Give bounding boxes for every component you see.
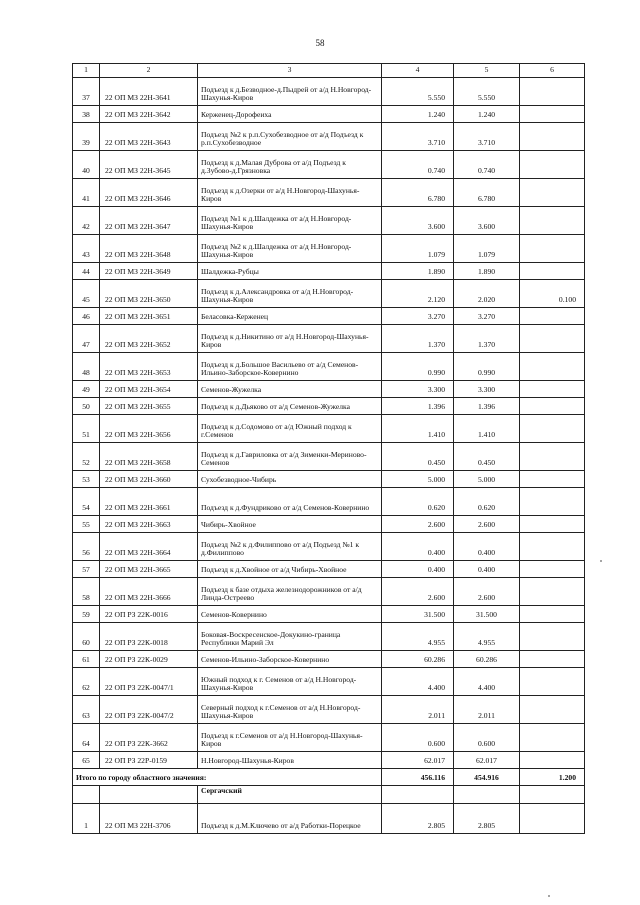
row-number: 58 <box>73 578 100 606</box>
road-name: Подъезд к г.Семенов от а/д Н.Новгород-Шахунья-Киров <box>198 724 382 752</box>
road-name: Сухобезводное-Чибирь <box>198 471 382 488</box>
road-code: 22 ОП МЗ 22Н-3652 <box>100 325 198 353</box>
row-number: 60 <box>73 623 100 651</box>
table-row <box>73 78 585 106</box>
length-col5: 1.410 <box>454 415 520 443</box>
length-col5: 2.011 <box>454 696 520 724</box>
road-code: 22 ОП МЗ 22Н-3649 <box>100 263 198 280</box>
road-code: 22 ОП РЗ 22К-0047/1 <box>100 668 198 696</box>
length-col5: 2.600 <box>454 516 520 533</box>
length-col6 <box>520 651 585 668</box>
length-total: 0.400 <box>382 561 454 578</box>
length-total: 0.400 <box>382 533 454 561</box>
length-col6 <box>520 325 585 353</box>
length-col5: 1.079 <box>454 235 520 263</box>
length-total: 5.550 <box>382 78 454 106</box>
row-number: 52 <box>73 443 100 471</box>
roads-table-body <box>73 64 585 834</box>
length-total: 31.500 <box>382 606 454 623</box>
length-col6 <box>520 443 585 471</box>
length-col5: 1.370 <box>454 325 520 353</box>
table-row <box>73 179 585 207</box>
length-col5: 5.000 <box>454 471 520 488</box>
length-col6 <box>520 561 585 578</box>
road-name: Подъезд к базе отдыха железнодорожников от а/д Линда-Остреево <box>198 578 382 606</box>
road-name: Подъезд №2 к д.Шалдежка от а/д Н.Новгород-Шахунья-Киров <box>198 235 382 263</box>
total-col5: 454.916 <box>454 769 520 786</box>
table-row <box>73 623 585 651</box>
road-name: Подъезд к д.Озерки от а/д Н.Новгород-Шахунья-Киров <box>198 179 382 207</box>
table-row <box>73 263 585 280</box>
road-code: 22 ОП МЗ 22Н-3648 <box>100 235 198 263</box>
road-name: Боковая-Воскресенское-Докукино-граница Республики Марий Эл <box>198 623 382 651</box>
road-code: 22 ОП МЗ 22Н-3651 <box>100 308 198 325</box>
road-name: Подъезд №2 к д.Филиппово от а/д Подъезд №1 к д.Филиппово <box>198 533 382 561</box>
road-name: Подъезд к д.Малая Дуброва от а/д Подъезд к д.Зубово-д.Грязновка <box>198 151 382 179</box>
row-number: 64 <box>73 724 100 752</box>
road-name: Семенов-Жужелка <box>198 381 382 398</box>
road-name: Северный подход к г.Семенов от а/д Н.Новгород-Шахунья-Киров <box>198 696 382 724</box>
row-number: 41 <box>73 179 100 207</box>
length-col6 <box>520 353 585 381</box>
table-row <box>73 724 585 752</box>
empty-cell <box>382 786 454 804</box>
length-total: 2.011 <box>382 696 454 724</box>
length-col6 <box>520 123 585 151</box>
road-code: 22 ОП МЗ 22Н-3646 <box>100 179 198 207</box>
road-code: 22 ОП МЗ 22Н-3663 <box>100 516 198 533</box>
length-col5: 3.300 <box>454 381 520 398</box>
road-code: 22 ОП РЗ 22Р-0159 <box>100 752 198 769</box>
row-number: 42 <box>73 207 100 235</box>
road-code: 22 ОП МЗ 22Н-3647 <box>100 207 198 235</box>
road-name: Подъезд к д.Дьяково от а/д Семенов-Жужелка <box>198 398 382 415</box>
road-name: Чибирь-Хвойное <box>198 516 382 533</box>
road-code: 22 ОП МЗ 22Н-3661 <box>100 488 198 516</box>
road-name: Подъезд к д.Содомово от а/д Южный подход к г.Семенов <box>198 415 382 443</box>
page-number: 58 <box>315 38 325 48</box>
header-cell: 5 <box>454 64 520 78</box>
length-total: 1.370 <box>382 325 454 353</box>
row-number: 39 <box>73 123 100 151</box>
row-number: 43 <box>73 235 100 263</box>
empty-cell <box>100 786 198 804</box>
row-number: 48 <box>73 353 100 381</box>
length-total: 3.710 <box>382 123 454 151</box>
length-col5: 3.270 <box>454 308 520 325</box>
table-row <box>73 651 585 668</box>
table-row <box>73 207 585 235</box>
row-number: 55 <box>73 516 100 533</box>
length-col5: 2.805 <box>454 804 520 834</box>
length-total: 3.300 <box>382 381 454 398</box>
row-number: 57 <box>73 561 100 578</box>
road-name: Подъезд к д.М.Ключево от а/д Работки-Порецкое <box>198 804 382 834</box>
length-col5: 5.550 <box>454 78 520 106</box>
district-name: Сергачский <box>198 786 382 804</box>
length-col5: 3.600 <box>454 207 520 235</box>
road-code: 22 ОП РЗ 22К-0016 <box>100 606 198 623</box>
length-total: 1.410 <box>382 415 454 443</box>
length-col6 <box>520 106 585 123</box>
length-col5: 0.400 <box>454 561 520 578</box>
length-total: 4.955 <box>382 623 454 651</box>
road-name: Подъезд к д.Александровка от а/д Н.Новгород-Шахунья-Киров <box>198 280 382 308</box>
length-col6 <box>520 381 585 398</box>
table-row <box>73 353 585 381</box>
row-number: 1 <box>73 804 100 834</box>
length-col5: 60.286 <box>454 651 520 668</box>
table-row <box>73 106 585 123</box>
scan-speck <box>600 560 602 562</box>
road-code: 22 ОП МЗ 22Н-3658 <box>100 443 198 471</box>
length-total: 3.600 <box>382 207 454 235</box>
row-number: 53 <box>73 471 100 488</box>
length-col5: 0.450 <box>454 443 520 471</box>
road-code: 22 ОП МЗ 22Н-3656 <box>100 415 198 443</box>
table-row <box>73 488 585 516</box>
length-col5: 0.400 <box>454 533 520 561</box>
table-row <box>73 123 585 151</box>
table-row <box>73 804 585 834</box>
length-col5: 2.020 <box>454 280 520 308</box>
table-row <box>73 668 585 696</box>
table-row <box>73 471 585 488</box>
table-row <box>73 443 585 471</box>
road-code: 22 ОП МЗ 22Н-3653 <box>100 353 198 381</box>
header-cell: 6 <box>520 64 585 78</box>
road-name: Подъезд к д.Большое Васильево от а/д Семенов-Ильино-Заборское-Ковернино <box>198 353 382 381</box>
row-number: 50 <box>73 398 100 415</box>
road-code: 22 ОП РЗ 22К-0029 <box>100 651 198 668</box>
road-code: 22 ОП МЗ 22Н-3660 <box>100 471 198 488</box>
road-name: Южный подход к г. Семенов от а/д Н.Новгород-Шахунья-Киров <box>198 668 382 696</box>
length-col6 <box>520 668 585 696</box>
road-name: Шалдежка-Рубцы <box>198 263 382 280</box>
length-col5: 4.955 <box>454 623 520 651</box>
row-number: 51 <box>73 415 100 443</box>
table-row <box>73 696 585 724</box>
length-col6 <box>520 516 585 533</box>
empty-cell <box>454 786 520 804</box>
length-total: 5.000 <box>382 471 454 488</box>
table-row <box>73 533 585 561</box>
length-total: 62.017 <box>382 752 454 769</box>
length-total: 4.400 <box>382 668 454 696</box>
length-col6 <box>520 696 585 724</box>
road-code: 22 ОП РЗ 22К-3662 <box>100 724 198 752</box>
length-col5: 3.710 <box>454 123 520 151</box>
row-number: 61 <box>73 651 100 668</box>
length-total: 3.270 <box>382 308 454 325</box>
length-col6 <box>520 488 585 516</box>
table-row <box>73 381 585 398</box>
length-col6 <box>520 235 585 263</box>
road-name: Подъезд к д.Хвойное от а/д Чибирь-Хвойное <box>198 561 382 578</box>
row-number: 37 <box>73 78 100 106</box>
length-col5: 2.600 <box>454 578 520 606</box>
length-col5: 1.396 <box>454 398 520 415</box>
road-name: Семенов-Ильино-Заборское-Ковернино <box>198 651 382 668</box>
row-number: 62 <box>73 668 100 696</box>
row-number: 40 <box>73 151 100 179</box>
length-col6 <box>520 263 585 280</box>
table-row <box>73 561 585 578</box>
road-code: 22 ОП МЗ 22Н-3654 <box>100 381 198 398</box>
table-row <box>73 752 585 769</box>
road-name: Подъезд к д.Гавриловка от а/д Зименки-Мериново-Семенов <box>198 443 382 471</box>
road-code: 22 ОП МЗ 22Н-3706 <box>100 804 198 834</box>
row-number: 47 <box>73 325 100 353</box>
table-row <box>73 325 585 353</box>
length-col5: 0.600 <box>454 724 520 752</box>
length-total: 6.780 <box>382 179 454 207</box>
length-total: 2.600 <box>382 578 454 606</box>
length-col6 <box>520 752 585 769</box>
roads-table <box>72 63 585 834</box>
length-col5: 0.620 <box>454 488 520 516</box>
road-code: 22 ОП МЗ 22Н-3664 <box>100 533 198 561</box>
table-row <box>73 398 585 415</box>
road-code: 22 ОП МЗ 22Н-3650 <box>100 280 198 308</box>
length-col5: 1.890 <box>454 263 520 280</box>
total-label: Итого по городу областного значения: <box>73 769 382 786</box>
length-col6: 0.100 <box>520 280 585 308</box>
row-number: 63 <box>73 696 100 724</box>
road-code: 22 ОП МЗ 22Н-3642 <box>100 106 198 123</box>
length-total: 1.396 <box>382 398 454 415</box>
length-col5: 1.240 <box>454 106 520 123</box>
row-number: 44 <box>73 263 100 280</box>
length-total: 2.600 <box>382 516 454 533</box>
length-total: 60.286 <box>382 651 454 668</box>
length-col6 <box>520 606 585 623</box>
road-code: 22 ОП МЗ 22Н-3666 <box>100 578 198 606</box>
length-col6 <box>520 724 585 752</box>
row-number: 59 <box>73 606 100 623</box>
district-row <box>73 786 585 804</box>
length-col5: 0.740 <box>454 151 520 179</box>
length-total: 2.120 <box>382 280 454 308</box>
road-code: 22 ОП МЗ 22Н-3641 <box>100 78 198 106</box>
header-cell: 4 <box>382 64 454 78</box>
road-name: Керженец-Дорофеиха <box>198 106 382 123</box>
row-number: 54 <box>73 488 100 516</box>
header-cell: 2 <box>100 64 198 78</box>
length-total: 2.805 <box>382 804 454 834</box>
length-total: 1.079 <box>382 235 454 263</box>
scan-speck <box>548 895 550 897</box>
length-col6 <box>520 207 585 235</box>
road-code: 22 ОП РЗ 22К-0018 <box>100 623 198 651</box>
table-row <box>73 308 585 325</box>
total-col6: 1.200 <box>520 769 585 786</box>
length-col5: 62.017 <box>454 752 520 769</box>
road-name: Подъезд к д.Безводное-д.Пыдрей от а/д Н.Новгород-Шахунья-Киров <box>198 78 382 106</box>
row-number: 38 <box>73 106 100 123</box>
road-name: Подъезд №1 к д.Шалдежка от а/д Н.Новгород-Шахунья-Киров <box>198 207 382 235</box>
total-row <box>73 769 585 786</box>
length-col5: 4.400 <box>454 668 520 696</box>
row-number: 65 <box>73 752 100 769</box>
table-row <box>73 151 585 179</box>
row-number: 45 <box>73 280 100 308</box>
length-col6 <box>520 578 585 606</box>
length-col6 <box>520 179 585 207</box>
road-name: Семенов-Ковернино <box>198 606 382 623</box>
row-number: 46 <box>73 308 100 325</box>
road-name: Н.Новгород-Шахунья-Киров <box>198 752 382 769</box>
length-total: 0.450 <box>382 443 454 471</box>
row-number: 49 <box>73 381 100 398</box>
road-name: Беласовка-Керженец <box>198 308 382 325</box>
road-name: Подъезд №2 к р.п.Сухобезводное от а/д Подъезд к р.п.Сухобезводное <box>198 123 382 151</box>
length-total: 0.990 <box>382 353 454 381</box>
table-row <box>73 606 585 623</box>
empty-cell <box>520 786 585 804</box>
length-col6 <box>520 398 585 415</box>
road-name: Подъезд к д.Фундриково от а/д Семенов-Ковернино <box>198 488 382 516</box>
length-col6 <box>520 78 585 106</box>
road-code: 22 ОП МЗ 22Н-3665 <box>100 561 198 578</box>
table-row <box>73 415 585 443</box>
road-code: 22 ОП МЗ 22Н-3645 <box>100 151 198 179</box>
table-row <box>73 516 585 533</box>
length-col5: 0.990 <box>454 353 520 381</box>
table-row <box>73 578 585 606</box>
road-code: 22 ОП РЗ 22К-0047/2 <box>100 696 198 724</box>
road-code: 22 ОП МЗ 22Н-3655 <box>100 398 198 415</box>
row-number: 56 <box>73 533 100 561</box>
length-col5: 31.500 <box>454 606 520 623</box>
length-total: 0.620 <box>382 488 454 516</box>
length-total: 1.890 <box>382 263 454 280</box>
length-col6 <box>520 415 585 443</box>
length-total: 1.240 <box>382 106 454 123</box>
header-cell: 1 <box>73 64 100 78</box>
length-col6 <box>520 471 585 488</box>
length-total: 0.740 <box>382 151 454 179</box>
road-name: Подъезд к д.Никитино от а/д Н.Новгород-Шахунья-Киров <box>198 325 382 353</box>
table-row <box>73 235 585 263</box>
length-col6 <box>520 623 585 651</box>
table-header-row <box>73 64 585 78</box>
empty-cell <box>73 786 100 804</box>
length-col6 <box>520 804 585 834</box>
length-total: 0.600 <box>382 724 454 752</box>
total-length: 456.116 <box>382 769 454 786</box>
table-row <box>73 280 585 308</box>
length-col6 <box>520 533 585 561</box>
length-col5: 6.780 <box>454 179 520 207</box>
length-col6 <box>520 308 585 325</box>
road-code: 22 ОП МЗ 22Н-3643 <box>100 123 198 151</box>
length-col6 <box>520 151 585 179</box>
header-cell: 3 <box>198 64 382 78</box>
